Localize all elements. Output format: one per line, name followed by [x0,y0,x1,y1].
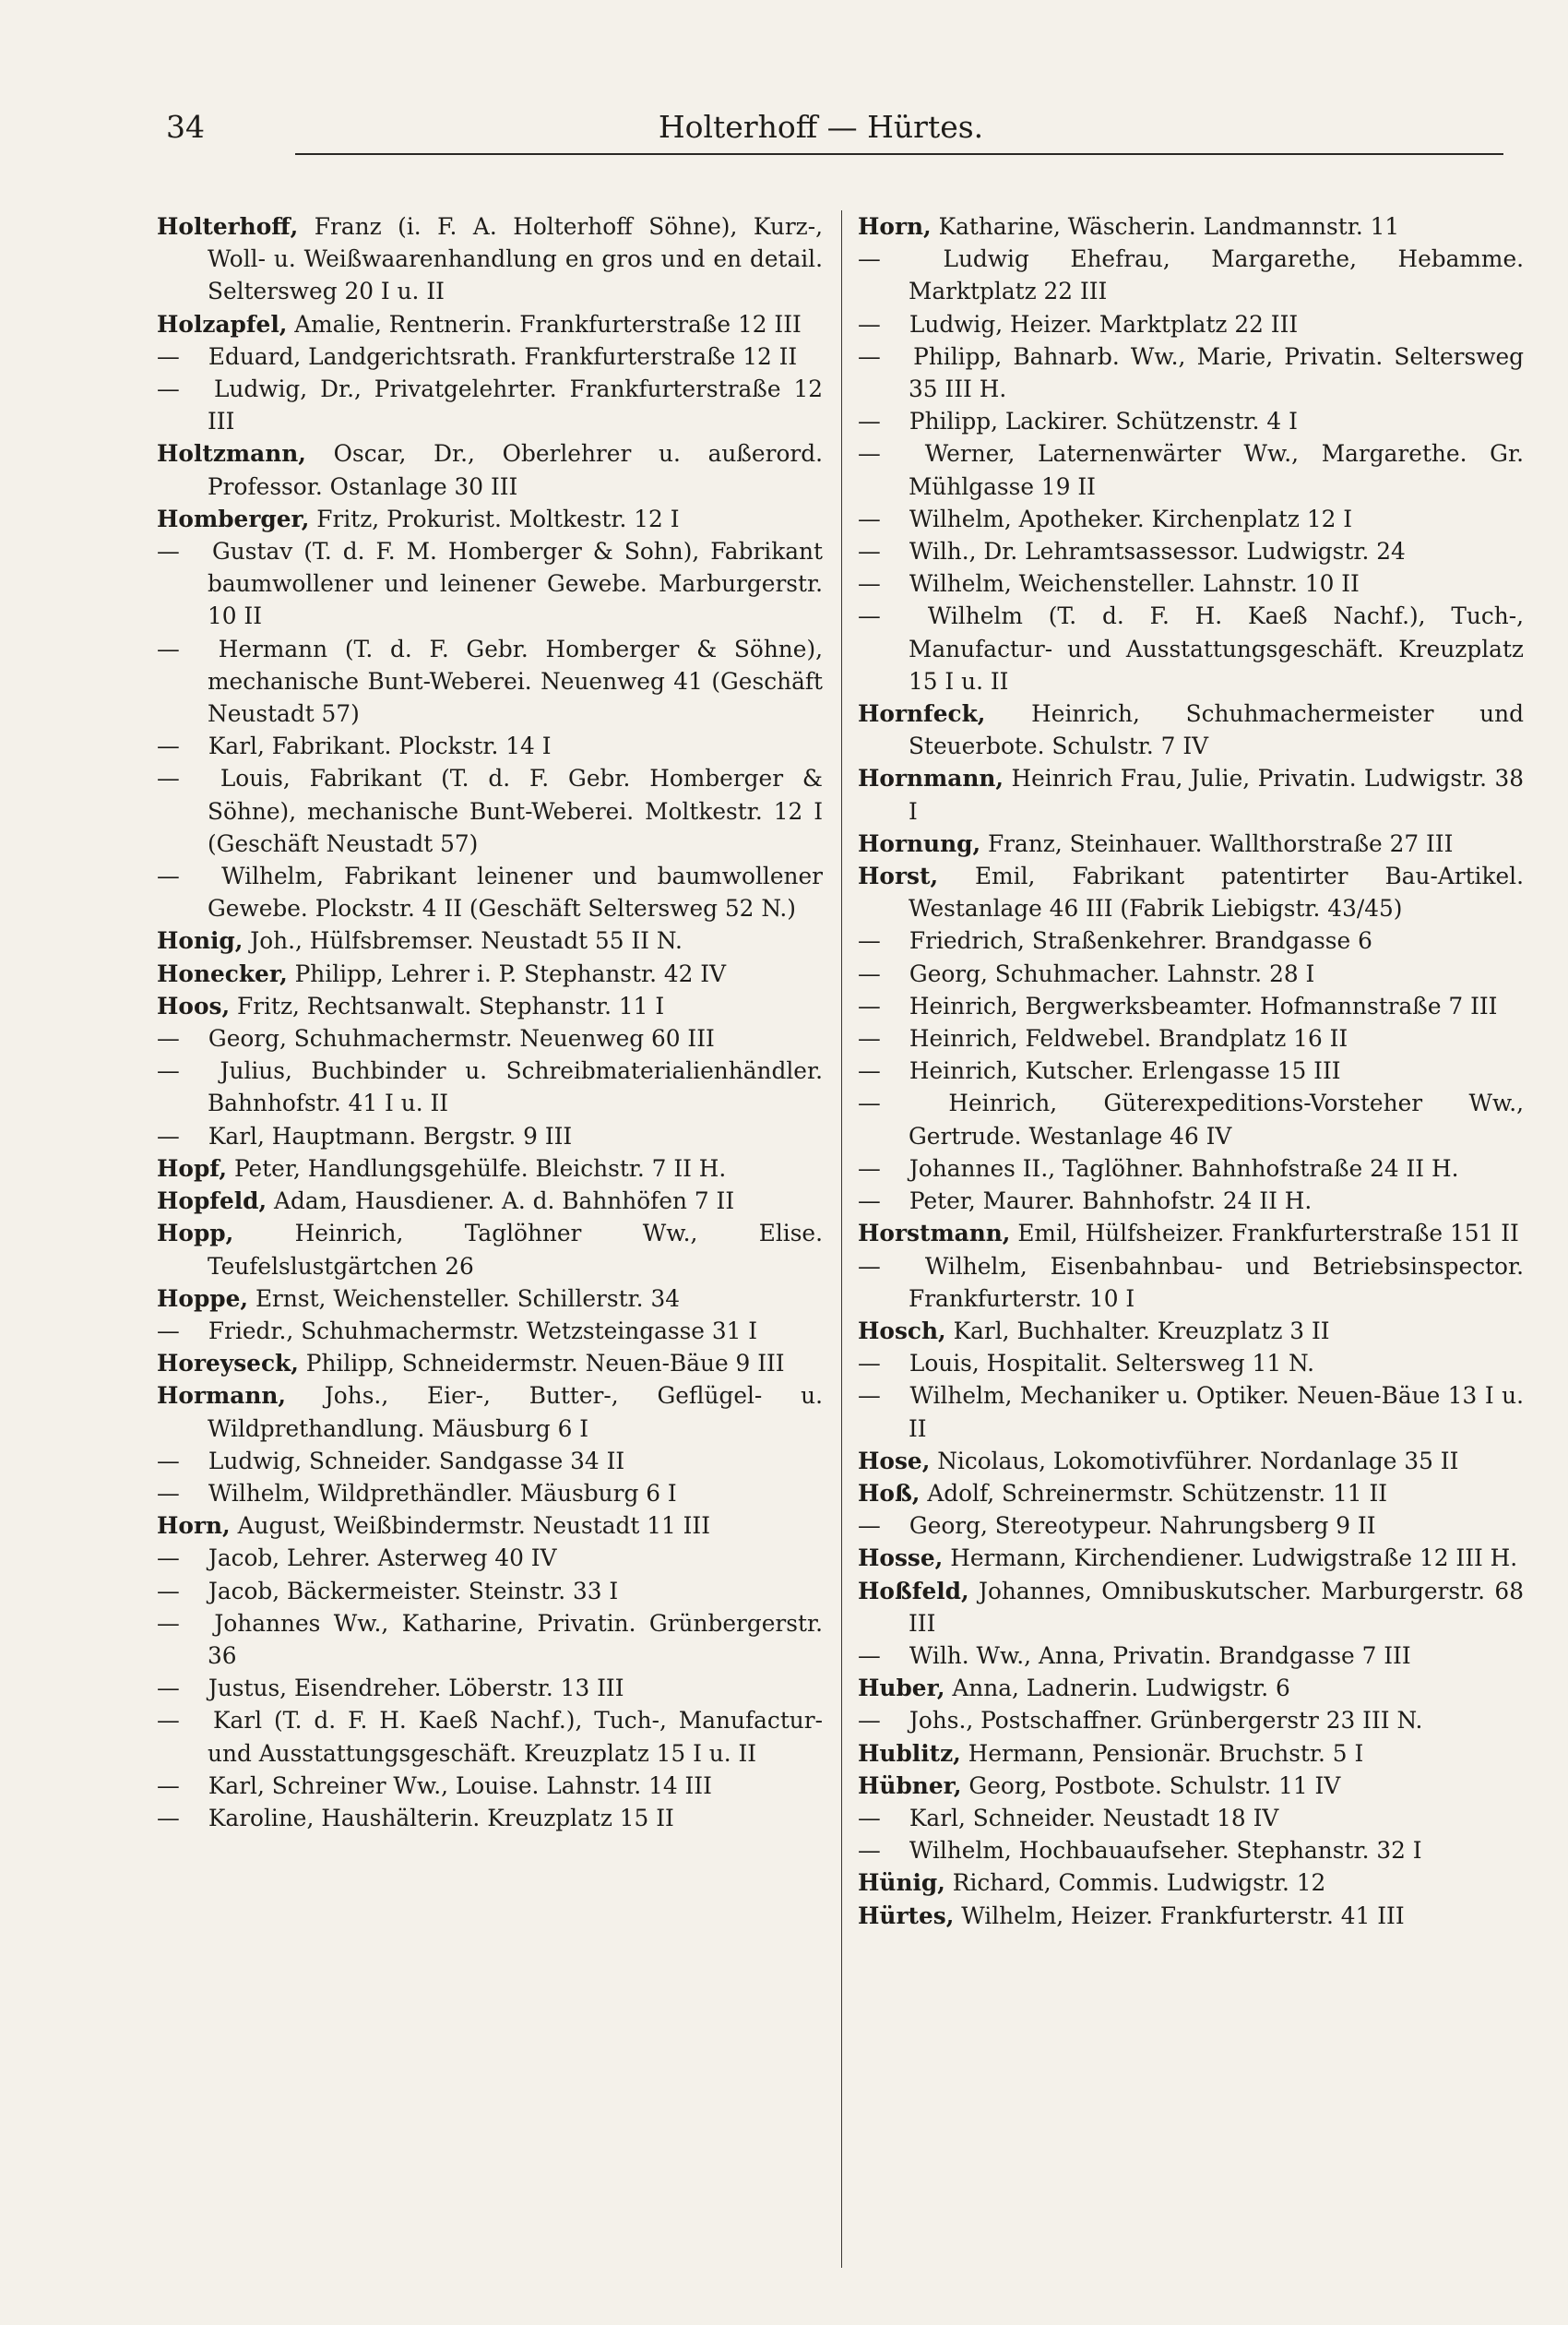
directory-entry [858,1022,1524,1055]
directory-entry [157,1575,823,1607]
directory-entry [157,437,823,502]
entry-details: Philipp, Bahnarb. Ww., Marie, Privatin. Seltersweg 35 III H. [902,342,1524,403]
entry-surname: Hose, [858,1447,931,1474]
entry-surname: Hübner, [858,1771,962,1799]
entry-details: Karoline, Haushälterin. Kreuzplatz 15 II [201,1804,674,1831]
ditto-dash: — [858,1382,881,1410]
directory-entry [858,1802,1524,1834]
page-number: 34 [166,109,205,145]
directory-entry [858,1250,1524,1315]
entry-details: Karl, Buchhalter. Kreuzplatz 3 II [945,1317,1330,1344]
page-header [138,103,1503,155]
entry-details: Franz (i. F. A. Holterhoff Söhne), Kurz-, Woll- u. Weißwaarenhandlung en gros und en detail. Seltersweg 20 I u. II [208,213,823,305]
entry-details: Joh., Hülfsbremser. Neustadt 55 II N. [243,927,683,955]
ditto-dash: — [157,1544,180,1572]
directory-entry [157,958,823,990]
entry-surname: Holterhoff, [157,213,299,240]
directory-entry [157,1509,823,1542]
directory-entry [157,1607,823,1672]
ditto-dash: — [157,1447,180,1474]
directory-entry [858,503,1524,535]
entry-details: Heinrich, Taglöhner Ww., Elise. Teufelslustgärtchen 26 [208,1220,823,1280]
entry-details: Heinrich Frau, Julie, Privatin. Ludwigstr. 38 I [909,765,1524,825]
ditto-dash: — [157,1479,180,1507]
entry-surname: Hosse, [858,1544,944,1572]
directory-entry [858,860,1524,924]
entry-details: Wilhelm, Eisenbahnbau- und Betriebsinspector. Frankfurterstr. 10 I [902,1252,1524,1312]
directory-entry [157,210,823,308]
directory-entry [858,600,1524,698]
entry-details: Franz, Steinhauer. Wallthorstraße 27 III [980,829,1454,857]
ditto-dash: — [858,1187,881,1215]
entry-surname: Horn, [858,213,932,240]
entry-surname: Honig, [157,927,244,955]
directory-entry [858,1087,1524,1151]
entry-details: Richard, Commis. Ludwigstr. 12 [944,1869,1326,1897]
ditto-dash: — [858,1154,881,1182]
entry-details: Heinrich, Güterexpeditions-Vorsteher Ww., Gertrude. Westanlage 46 IV [902,1090,1524,1150]
ditto-dash: — [858,1057,881,1085]
entry-details: Heinrich, Schuhmachermeister und Steuerbote. Schulstr. 7 IV [909,700,1524,760]
directory-entry [858,210,1524,243]
entry-details: Oscar, Dr., Oberlehrer u. außerord. Professor. Ostanlage 30 III [208,440,823,500]
entry-surname: Hoß, [858,1479,921,1507]
directory-entry [858,1737,1524,1770]
ditto-dash: — [157,1577,180,1604]
directory-entry [858,958,1524,990]
right-column [858,210,1524,2277]
ditto-dash: — [858,1512,881,1540]
directory-entry [157,1185,823,1217]
directory-entry [858,1055,1524,1087]
ditto-dash: — [157,863,180,890]
entry-details: Hermann, Kirchendiener. Ludwigstraße 12 III H. [943,1544,1518,1572]
ditto-dash: — [858,602,881,630]
entry-details: Hermann (T. d. F. Gebr. Homberger & Söhne), mechanische Bunt-Weberei. Neuenweg 41 (Geschäft Neustadt 57) [201,635,823,728]
entry-details: Adam, Hausdiener. A. d. Bahnhöfen 7 II [267,1187,735,1215]
entry-details: Peter, Handlungsgehülfe. Bleichstr. 7 II H. [227,1154,727,1182]
directory-entry [858,1185,1524,1217]
directory-entry [858,1477,1524,1509]
entry-surname: Hopf, [157,1154,228,1182]
directory-entry [157,340,823,373]
ditto-dash: — [858,1252,881,1280]
entry-details: Karl (T. d. F. H. Kaeß Nachf.), Tuch-, Manufactur- und Ausstattungsgeschäft. Kreuzplatz 15 I u. II [201,1707,823,1767]
entry-details: August, Weißbindermstr. Neustadt 11 III [230,1512,711,1540]
entry-surname: Hornfeck, [858,700,986,728]
ditto-dash: — [858,310,881,338]
entry-details: Friedrich, Straßenkehrer. Brandgasse 6 [902,927,1372,955]
entry-details: Georg, Schuhmachermstr. Neuenweg 60 III [201,1025,715,1053]
entry-details: Louis, Fabrikant (T. d. F. Gebr. Homberger & Söhne), mechanische Bunt-Weberei. Moltkestr. 12 I (Geschäft Neustadt 57) [201,765,823,857]
entry-details: Johannes II., Taglöhner. Bahnhofstraße 24 II H. [902,1154,1459,1182]
entry-details: Karl, Schreiner Ww., Louise. Lahnstr. 14 III [201,1771,712,1799]
entry-surname: Horstmann, [858,1220,1011,1247]
ditto-dash: — [858,570,881,598]
entry-details: Wilh. Ww., Anna, Privatin. Brandgasse 7 III [902,1641,1411,1669]
directory-entry [858,1379,1524,1444]
directory-entry [858,1445,1524,1477]
directory-entry [157,308,823,340]
directory-entry [157,860,823,924]
header-rule [295,153,1503,155]
entry-details: Philipp, Lehrer i. P. Stephanstr. 42 IV [287,960,727,987]
entry-details: Ludwig, Heizer. Marktplatz 22 III [902,310,1299,338]
entry-surname: Hünig, [858,1869,945,1897]
entry-details: Johannes Ww., Katharine, Privatin. Grünbergerstr. 36 [201,1609,823,1669]
ditto-dash: — [858,927,881,955]
entry-details: Ludwig Ehefrau, Margarethe, Hebamme. Marktplatz 22 III [902,245,1524,305]
directory-entry [157,503,823,535]
entry-details: Wilhelm, Apotheker. Kirchenplatz 12 I [902,505,1353,532]
directory-entry [858,308,1524,340]
entry-surname: Hoppe, [157,1284,249,1312]
directory-entry [157,924,823,957]
ditto-dash: — [157,376,180,403]
entry-surname: Hoßfeld, [858,1577,969,1604]
directory-entry [157,1672,823,1704]
entry-details: Ludwig, Schneider. Sandgasse 34 II [201,1447,625,1474]
entry-details: Johs., Eier-, Butter-, Geflügel- u. Wildprethandlung. Mäusburg 6 I [208,1382,823,1442]
entry-surname: Hopfeld, [157,1187,267,1215]
entry-details: Heinrich, Bergwerksbeamter. Hofmannstraße 7 III [902,992,1498,1019]
entry-details: Georg, Schuhmacher. Lahnstr. 28 I [902,960,1315,987]
ditto-dash: — [858,440,881,468]
directory-entry [858,437,1524,502]
entry-details: Friedr., Schuhmachermstr. Wetzsteingasse 31 I [201,1317,758,1344]
entry-details: Wilhelm, Heizer. Frankfurterstr. 41 III [954,1902,1405,1929]
directory-entry [858,1575,1524,1639]
entry-surname: Huber, [858,1675,945,1702]
directory-entry [858,762,1524,827]
ditto-dash: — [157,1609,180,1637]
ditto-dash: — [157,733,180,760]
directory-entry [858,1704,1524,1736]
ditto-dash: — [858,1804,881,1831]
directory-entry [858,1152,1524,1185]
entry-surname: Hornung, [858,829,981,857]
directory-entry [858,924,1524,957]
directory-entry [157,1347,823,1379]
entry-details: Georg, Postbote. Schulstr. 11 IV [961,1771,1341,1799]
directory-entry [157,1802,823,1834]
directory-entry [858,535,1524,567]
ditto-dash: — [157,1804,180,1831]
entry-surname: Hornmann, [858,765,1004,793]
entry-details: Georg, Stereotypeur. Nahrungsberg 9 II [902,1512,1376,1540]
entry-surname: Hopp, [157,1220,234,1247]
directory-entry [157,1379,823,1444]
ditto-dash: — [858,245,881,273]
ditto-dash: — [157,342,180,370]
entry-details: Karl, Schneider. Neustadt 18 IV [902,1804,1279,1831]
entry-details: Wilhelm, Weichensteller. Lahnstr. 10 II [902,570,1360,598]
directory-entry [858,567,1524,600]
entry-details: Fritz, Rechtsanwalt. Stephanstr. 11 I [230,992,665,1019]
entry-surname: Honecker, [157,960,288,987]
entry-surname: Holzapfel, [157,310,288,338]
directory-entry [858,990,1524,1022]
directory-entry [858,1315,1524,1347]
entry-details: Wilhelm (T. d. F. H. Kaeß Nachf.), Tuch-, Manufactur- und Ausstattungsgeschäft. Kreuzplatz 15 I u. II [902,602,1524,695]
entry-details: Johannes, Omnibuskutscher. Marburgerstr. 68 III [909,1577,1524,1637]
ditto-dash: — [858,1090,881,1117]
directory-entry [858,1347,1524,1379]
ditto-dash: — [157,1707,180,1735]
directory-entry [858,405,1524,437]
entry-details: Gustav (T. d. F. M. Homberger & Sohn), Fabrikant baumwollener und leinener Gewebe. Marburgerstr. 10 II [201,538,823,630]
entry-details: Wilhelm, Fabrikant leinener und baumwollener Gewebe. Plockstr. 4 II (Geschäft Seltersweg 52 N.) [201,863,823,923]
entry-details: Emil, Fabrikant patentirter Bau-Artikel. Westanlage 46 III (Fabrik Liebigstr. 43/45) [909,863,1524,923]
entry-details: Amalie, Rentnerin. Frankfurterstraße 12 III [287,310,802,338]
directory-entry [157,762,823,860]
directory-entry [858,1542,1524,1574]
directory-entry [858,1900,1524,1932]
ditto-dash: — [858,538,881,566]
ditto-dash: — [858,505,881,532]
ditto-dash: — [858,960,881,987]
directory-entry [157,535,823,633]
entry-details: Karl, Hauptmann. Bergstr. 9 III [201,1122,573,1150]
directory-entry [858,243,1524,307]
entry-surname: Horst, [858,863,939,890]
left-column [157,210,823,2277]
directory-entry [157,1770,823,1802]
directory-entry [858,828,1524,860]
entry-surname: Hublitz, [858,1739,961,1767]
entry-details: Johs., Postschaffner. Grünbergerstr 23 III N. [902,1707,1423,1735]
entry-details: Jacob, Lehrer. Asterweg 40 IV [201,1544,557,1572]
directory-entry [157,730,823,762]
ditto-dash: — [157,1771,180,1799]
directory-entry [858,698,1524,762]
entry-surname: Horn, [157,1512,231,1540]
ditto-dash: — [858,408,881,435]
entry-details: Adolf, Schreinermstr. Schützenstr. 11 II [920,1479,1388,1507]
entry-surname: Holtzmann, [157,440,306,468]
directory-entry [858,1217,1524,1249]
ditto-dash: — [157,1317,180,1344]
directory-entry [157,1704,823,1769]
directory-entry [157,1315,823,1347]
directory-entry [157,1217,823,1282]
directory-entry [157,373,823,437]
entry-details: Anna, Ladnerin. Ludwigstr. 6 [944,1675,1290,1702]
ditto-dash: — [157,1675,180,1702]
entry-details: Heinrich, Kutscher. Erlengasse 15 III [902,1057,1341,1085]
entry-details: Emil, Hülfsheizer. Frankfurterstraße 151 II [1010,1220,1519,1247]
running-head: Holterhoff — Hürtes. [658,109,984,145]
directory-entry [157,1542,823,1574]
directory-entry [157,633,823,731]
directory-entry [858,1834,1524,1866]
ditto-dash: — [157,765,180,793]
directory-entry [858,1639,1524,1672]
entry-surname: Hürtes, [858,1902,955,1929]
directory-entry [858,340,1524,405]
directory-entry [858,1770,1524,1802]
entry-details: Werner, Laternenwärter Ww., Margarethe. Gr. Mühlgasse 19 II [902,440,1524,500]
entry-surname: Hormann, [157,1382,287,1410]
directory-entry [858,1866,1524,1899]
directory-entry [157,1282,823,1315]
directory-entry [157,1477,823,1509]
entry-surname: Hosch, [858,1317,946,1344]
entry-details: Wilh., Dr. Lehramtsassessor. Ludwigstr. 24 [902,538,1406,566]
directory-entry [157,1445,823,1477]
entry-details: Wilhelm, Hochbauaufseher. Stephanstr. 32 I [902,1837,1422,1865]
ditto-dash: — [858,1837,881,1865]
ditto-dash: — [858,1707,881,1735]
entry-details: Katharine, Wäscherin. Landmannstr. 11 [931,213,1400,240]
ditto-dash: — [858,992,881,1019]
entry-details: Hermann, Pensionär. Bruchstr. 5 I [960,1739,1364,1767]
entry-details: Peter, Maurer. Bahnhofstr. 24 II H. [902,1187,1313,1215]
entry-surname: Hoos, [157,992,231,1019]
ditto-dash: — [858,1641,881,1669]
entry-details: Julius, Buchbinder u. Schreibmaterialienhändler. Bahnhofstr. 41 I u. II [201,1057,823,1117]
ditto-dash: — [858,1350,881,1377]
directory-entry [157,1055,823,1119]
ditto-dash: — [157,635,180,662]
entry-details: Philipp, Lackirer. Schützenstr. 4 I [902,408,1298,435]
directory-entry [157,1120,823,1152]
ditto-dash: — [157,1025,180,1053]
entry-details: Heinrich, Feldwebel. Brandplatz 16 II [902,1025,1348,1053]
entry-details: Louis, Hospitalit. Seltersweg 11 N. [902,1350,1314,1377]
ditto-dash: — [858,342,881,370]
ditto-dash: — [157,1122,180,1150]
entry-details: Wilhelm, Mechaniker u. Optiker. Neuen-Bäue 13 I u. II [902,1382,1524,1442]
ditto-dash: — [858,1025,881,1053]
directory-entry [157,990,823,1022]
entry-details: Wilhelm, Wildprethändler. Mäusburg 6 I [201,1479,677,1507]
entry-details: Philipp, Schneidermstr. Neuen-Bäue 9 III [298,1350,785,1377]
directory-entry [157,1022,823,1055]
entry-details: Nicolaus, Lokomotivführer. Nordanlage 35 II [930,1447,1459,1474]
ditto-dash: — [157,538,180,566]
ditto-dash: — [157,1057,180,1085]
entry-details: Eduard, Landgerichtsrath. Frankfurterstraße 12 II [201,342,798,370]
entry-surname: Horeyseck, [157,1350,299,1377]
entry-details: Fritz, Prokurist. Moltkestr. 12 I [309,505,680,532]
entry-details: Ernst, Weichensteller. Schillerstr. 34 [248,1284,680,1312]
column-divider [841,210,842,2268]
entry-surname: Homberger, [157,505,310,532]
entry-details: Karl, Fabrikant. Plockstr. 14 I [201,733,552,760]
directory-entry [858,1509,1524,1542]
directory-entry [858,1672,1524,1704]
entry-details: Ludwig, Dr., Privatgelehrter. Frankfurterstraße 12 III [201,376,823,435]
directory-entry [157,1152,823,1185]
entry-details: Justus, Eisendreher. Löberstr. 13 III [201,1675,624,1702]
entry-details: Jacob, Bäckermeister. Steinstr. 33 I [201,1577,619,1604]
